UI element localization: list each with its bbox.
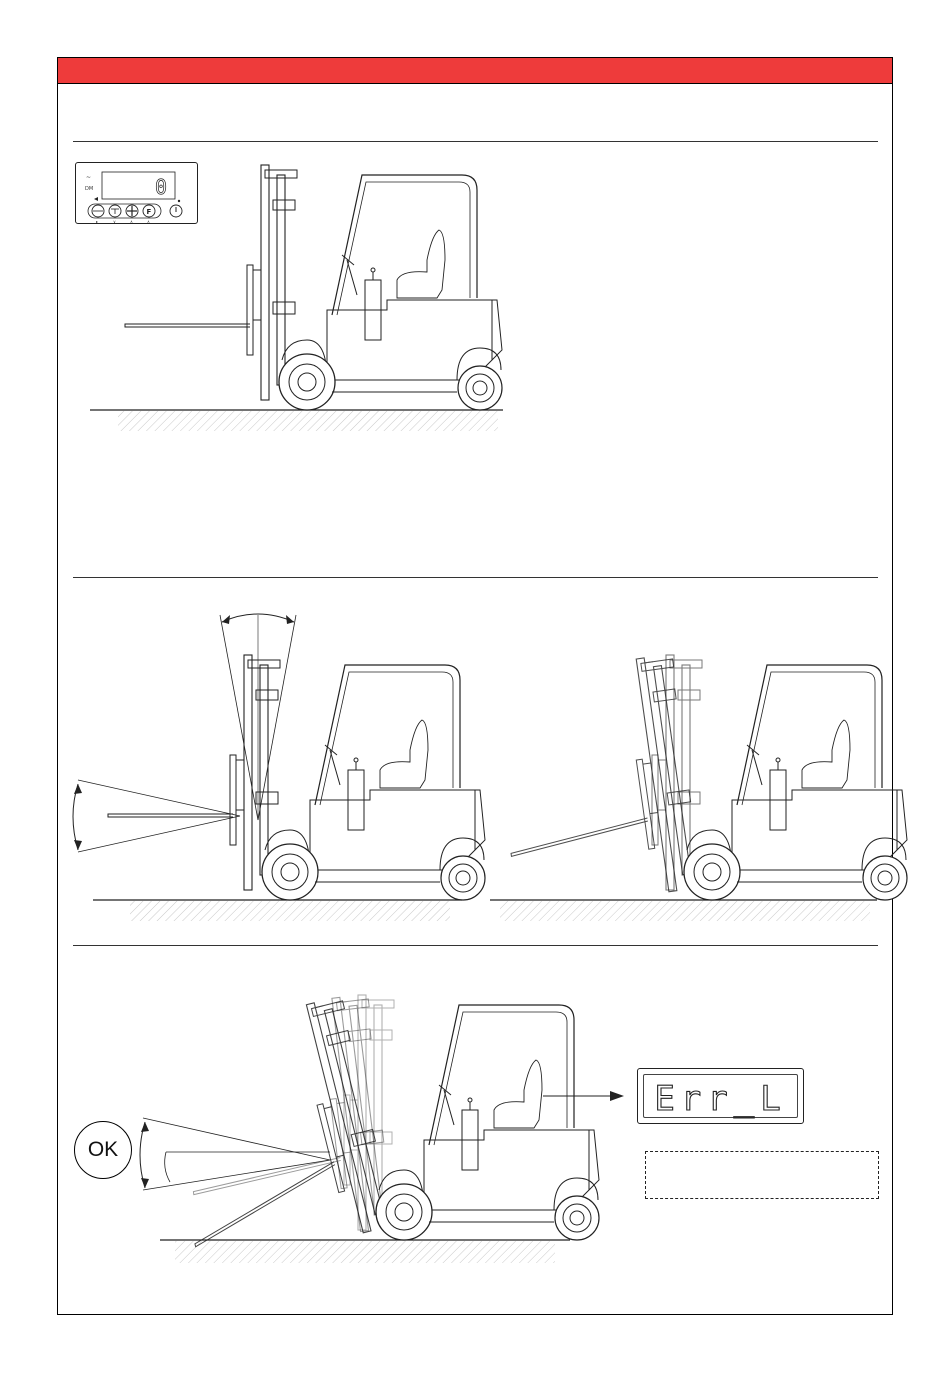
load-icon: ~ [86, 174, 92, 181]
error-display-screen [643, 1074, 798, 1118]
f-button-label: F [146, 208, 152, 216]
figure1-forklift [90, 165, 503, 431]
figure2-forklift-angles [73, 614, 485, 921]
mode-icon: DM [85, 186, 94, 192]
svg-text:∧: ∧ [147, 219, 150, 224]
lcd-digit: 0 [155, 175, 168, 199]
note-box [645, 1151, 879, 1199]
figure3-forklift-overtilt [140, 994, 624, 1273]
figure2-forklift-tilted [487, 654, 907, 921]
error-display [637, 1068, 804, 1124]
svg-text:▸: ▸ [96, 219, 99, 224]
svg-text:∧: ∧ [130, 219, 133, 224]
svg-text:∨: ∨ [113, 219, 116, 224]
ok-indicator: OK [74, 1121, 132, 1179]
arrow-right-icon [610, 1091, 624, 1101]
error-code: Err_L [654, 1079, 787, 1119]
